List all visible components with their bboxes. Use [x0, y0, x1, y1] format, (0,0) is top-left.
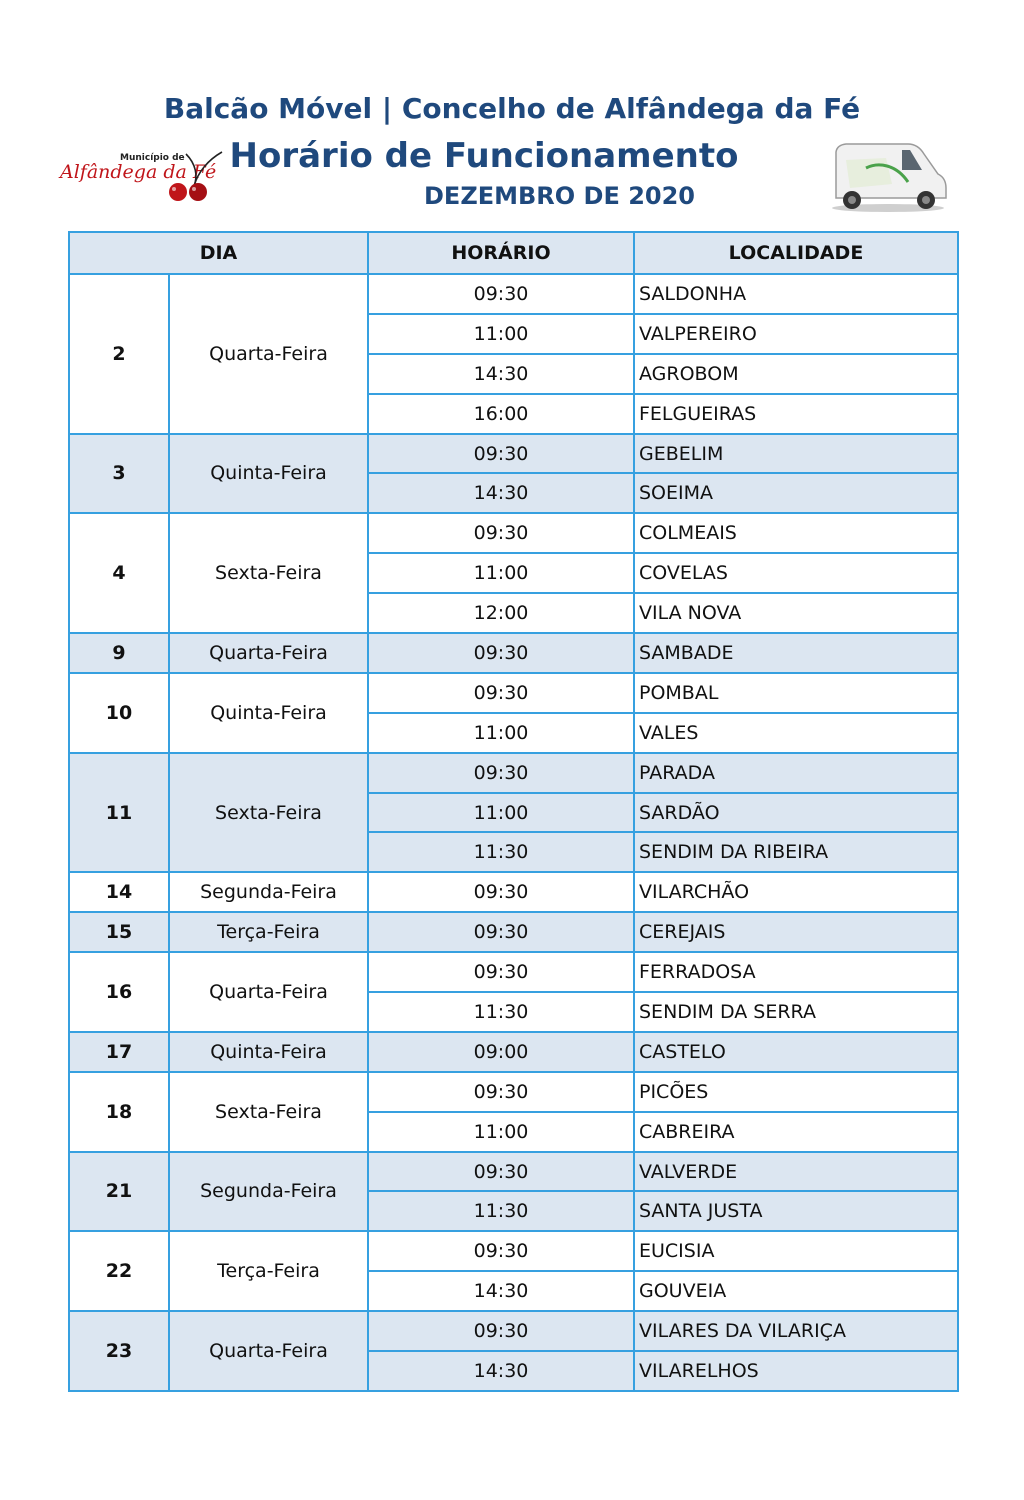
weekday-cell: Quarta-Feira — [169, 1311, 368, 1391]
document-title: Balcão Móvel | Concelho de Alfândega da Fé — [163, 92, 861, 125]
day-number-cell: 18 — [69, 1072, 169, 1152]
time-cell: 11:30 — [368, 1191, 634, 1231]
weekday-cell: Quarta-Feira — [169, 952, 368, 1032]
table-row — [69, 274, 958, 314]
time-cell: 09:30 — [368, 673, 634, 713]
locality-cell: GEBELIM — [634, 434, 958, 474]
time-cell: 14:30 — [368, 1351, 634, 1391]
day-number-cell: 17 — [69, 1032, 169, 1072]
time-cell: 11:00 — [368, 793, 634, 833]
weekday-cell: Quinta-Feira — [169, 1032, 368, 1072]
day-number-cell: 9 — [69, 633, 169, 673]
day-number-cell: 15 — [69, 912, 169, 952]
table-row — [69, 1072, 958, 1112]
day-number-cell: 23 — [69, 1311, 169, 1391]
locality-cell: GOUVEIA — [634, 1271, 958, 1311]
locality-cell: PICÕES — [634, 1072, 958, 1112]
locality-cell: PARADA — [634, 753, 958, 793]
locality-cell: CABREIRA — [634, 1112, 958, 1152]
locality-cell: VALPEREIRO — [634, 314, 958, 354]
locality-cell: SARDÃO — [634, 793, 958, 833]
time-cell: 11:00 — [368, 553, 634, 593]
time-cell: 09:30 — [368, 274, 634, 314]
cherry-icon — [189, 183, 207, 201]
day-number-cell: 14 — [69, 872, 169, 912]
schedule-table — [68, 231, 959, 1392]
day-number-cell: 3 — [69, 434, 169, 514]
locality-cell: SAMBADE — [634, 633, 958, 673]
table-row — [69, 952, 958, 992]
mobile-counter-van-image — [826, 138, 950, 214]
table-row — [69, 1311, 958, 1351]
locality-cell: SANTA JUSTA — [634, 1191, 958, 1231]
locality-cell: SALDONHA — [634, 274, 958, 314]
weekday-cell: Segunda-Feira — [169, 872, 368, 912]
locality-cell: VILARCHÃO — [634, 872, 958, 912]
logo-small-text: Município de — [120, 153, 185, 163]
weekday-cell: Quarta-Feira — [169, 633, 368, 673]
locality-cell: COVELAS — [634, 553, 958, 593]
header-dia: DIA — [69, 232, 368, 274]
day-number-cell: 21 — [69, 1152, 169, 1232]
time-cell: 09:30 — [368, 952, 634, 992]
table-row — [69, 633, 958, 673]
time-cell: 09:30 — [368, 753, 634, 793]
document-period: DEZEMBRO DE 2020 — [424, 182, 695, 210]
schedule-body — [69, 274, 958, 1391]
time-cell: 09:30 — [368, 434, 634, 474]
day-number-cell: 16 — [69, 952, 169, 1032]
time-cell: 12:00 — [368, 593, 634, 633]
table-row — [69, 513, 958, 553]
table-row — [69, 753, 958, 793]
time-cell: 09:30 — [368, 1231, 634, 1271]
table-row — [69, 434, 958, 474]
time-cell: 11:00 — [368, 314, 634, 354]
table-row — [69, 673, 958, 713]
table-row — [69, 1152, 958, 1192]
weekday-cell: Terça-Feira — [169, 1231, 368, 1311]
locality-cell: SENDIM DA SERRA — [634, 992, 958, 1032]
day-number-cell: 10 — [69, 673, 169, 753]
weekday-cell: Sexta-Feira — [169, 753, 368, 873]
time-cell: 09:30 — [368, 1311, 634, 1351]
time-cell: 11:00 — [368, 1112, 634, 1152]
locality-cell: FERRADOSA — [634, 952, 958, 992]
locality-cell: SENDIM DA RIBEIRA — [634, 832, 958, 872]
municipality-logo — [58, 146, 228, 202]
day-number-cell: 22 — [69, 1231, 169, 1311]
time-cell: 09:30 — [368, 1072, 634, 1112]
locality-cell: VILARELHOS — [634, 1351, 958, 1391]
day-number-cell: 4 — [69, 513, 169, 633]
time-cell: 11:30 — [368, 832, 634, 872]
logo-script-text: Alfândega da Fé — [60, 161, 217, 183]
time-cell: 09:30 — [368, 633, 634, 673]
weekday-cell: Quinta-Feira — [169, 434, 368, 514]
document-subtitle: Horário de Funcionamento — [229, 136, 739, 176]
time-cell: 16:00 — [368, 394, 634, 434]
header-horario: HORÁRIO — [368, 232, 634, 274]
header-localidade: LOCALIDADE — [634, 232, 958, 274]
locality-cell: EUCISIA — [634, 1231, 958, 1271]
time-cell: 09:30 — [368, 1152, 634, 1192]
day-number-cell: 2 — [69, 274, 169, 434]
weekday-cell: Sexta-Feira — [169, 513, 368, 633]
time-cell: 14:30 — [368, 1271, 634, 1311]
time-cell: 14:30 — [368, 354, 634, 394]
locality-cell: AGROBOM — [634, 354, 958, 394]
locality-cell: VILA NOVA — [634, 593, 958, 633]
cherry-icon — [169, 183, 187, 201]
time-cell: 14:30 — [368, 473, 634, 513]
time-cell: 11:30 — [368, 992, 634, 1032]
time-cell: 09:30 — [368, 912, 634, 952]
locality-cell: CASTELO — [634, 1032, 958, 1072]
time-cell: 11:00 — [368, 713, 634, 753]
table-row — [69, 912, 958, 952]
locality-cell: VALVERDE — [634, 1152, 958, 1192]
locality-cell: CEREJAIS — [634, 912, 958, 952]
weekday-cell: Terça-Feira — [169, 912, 368, 952]
locality-cell: FELGUEIRAS — [634, 394, 958, 434]
locality-cell: COLMEAIS — [634, 513, 958, 553]
day-number-cell: 11 — [69, 753, 169, 873]
weekday-cell: Segunda-Feira — [169, 1152, 368, 1232]
locality-cell: VALES — [634, 713, 958, 753]
time-cell: 09:30 — [368, 872, 634, 912]
time-cell: 09:00 — [368, 1032, 634, 1072]
locality-cell: VILARES DA VILARIÇA — [634, 1311, 958, 1351]
weekday-cell: Quarta-Feira — [169, 274, 368, 434]
locality-cell: POMBAL — [634, 673, 958, 713]
table-row — [69, 1231, 958, 1271]
table-row — [69, 872, 958, 912]
table-header-row — [69, 232, 958, 274]
table-row — [69, 1032, 958, 1072]
time-cell: 09:30 — [368, 513, 634, 553]
locality-cell: SOEIMA — [634, 473, 958, 513]
weekday-cell: Quinta-Feira — [169, 673, 368, 753]
weekday-cell: Sexta-Feira — [169, 1072, 368, 1152]
